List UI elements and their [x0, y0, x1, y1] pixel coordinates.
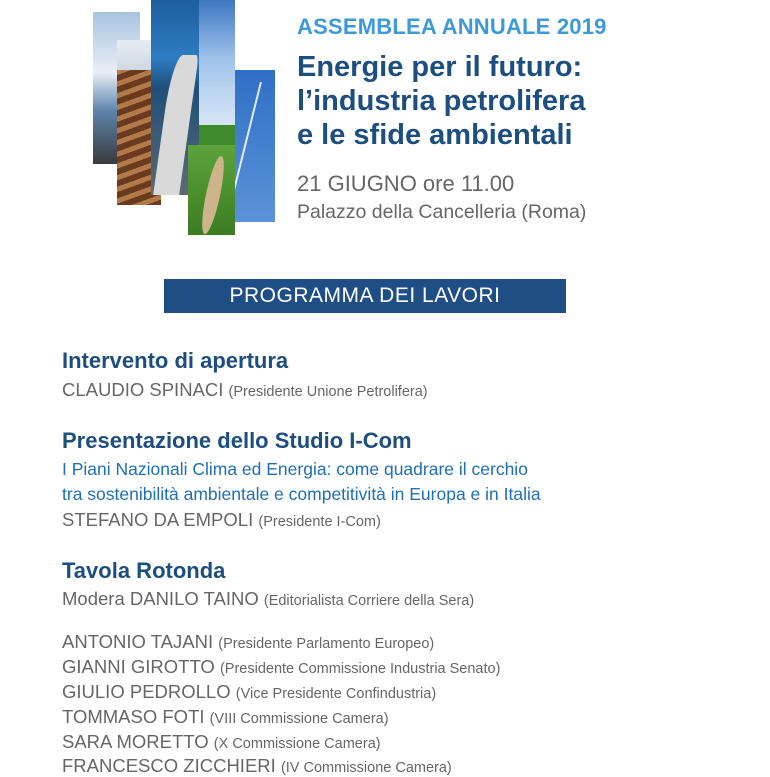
study-subtitle-line-1: I Piani Nazionali Clima ed Energia: come quadrare il cerchio — [62, 459, 528, 479]
photo-strip-contrail-sky — [235, 70, 275, 222]
speaker-row — [62, 681, 436, 703]
speaker-name: SARA MORETTO — [62, 731, 209, 752]
moderator-line — [62, 588, 474, 610]
moderator-role: (Editorialista Corriere della Sera) — [263, 593, 475, 609]
speaker-role: (IV Commissione Camera) — [280, 760, 452, 776]
speaker-row — [62, 706, 389, 728]
speaker-name: GIULIO PEDROLLO — [62, 681, 231, 702]
speaker-role: (X Commissione Camera) — [213, 736, 381, 752]
contrail-line — [235, 82, 262, 218]
event-date: 21 GIUGNO ore 11.00 — [297, 171, 515, 196]
roundtable-title: Tavola Rotonda — [62, 558, 226, 583]
opening-speaker-line — [62, 379, 428, 401]
speaker-name: GIANNI GIROTTO — [62, 656, 215, 677]
speaker-name: ANTONIO TAJANI — [62, 631, 214, 652]
sunny-sky-grass — [199, 125, 235, 145]
headline-line-1: Energie per il futuro: — [297, 51, 583, 83]
moderator-name: Modera DANILO TAINO — [62, 588, 259, 609]
photo-strip-sunny-sky — [199, 0, 235, 145]
speaker-name: FRANCESCO ZICCHIERI — [62, 755, 276, 776]
speaker-role: (VIII Commissione Camera) — [209, 711, 389, 727]
speaker-role: (Vice Presidente Confindustria) — [235, 686, 437, 702]
study-speaker: STEFANO DA EMPOLI — [62, 509, 254, 530]
event-venue: Palazzo della Cancelleria (Roma) — [297, 201, 587, 223]
speaker-role: (Presidente Commissione Industria Senato) — [219, 661, 501, 677]
study-subtitle-line-2: tra sostenibilità ambientale e competitività in Europa e in Italia — [62, 484, 541, 504]
study-speaker-line — [62, 509, 381, 531]
country-path-shape — [198, 154, 228, 235]
event-headline — [297, 50, 585, 152]
header-photo-collage — [0, 0, 290, 240]
opening-title: Intervento di apertura — [62, 348, 289, 373]
speaker-row — [62, 631, 434, 653]
study-speaker-role: (Presidente I-Com) — [258, 514, 381, 530]
event-kicker: ASSEMBLEA ANNUALE 2019 — [297, 14, 607, 39]
speaker-row — [62, 731, 381, 753]
speaker-role: (Presidente Parlamento Europeo) — [218, 636, 435, 652]
photo-strip-country-path — [188, 145, 235, 235]
study-title: Presentazione dello Studio I-Com — [62, 428, 412, 453]
speaker-row — [62, 656, 500, 678]
headline-line-2: l’industria petrolifera — [297, 85, 586, 117]
speaker-name: TOMMASO FOTI — [62, 706, 205, 727]
opening-speaker: CLAUDIO SPINACI — [62, 379, 224, 400]
headline-line-3: e le sfide ambientali — [297, 119, 573, 151]
program-heading-bar: PROGRAMMA DEI LAVORI — [164, 279, 566, 313]
speaker-row — [62, 755, 452, 777]
opening-speaker-role: (Presidente Unione Petrolifera) — [228, 384, 428, 400]
